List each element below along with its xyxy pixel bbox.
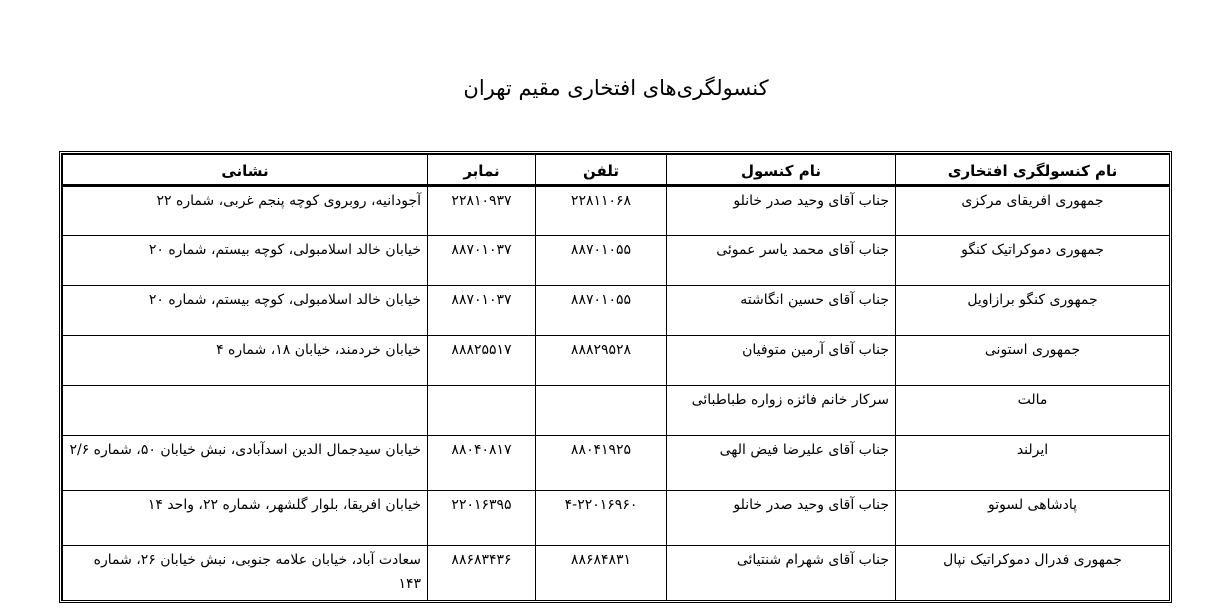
cell-consul: جناب آقای وحید صدر خانلو xyxy=(667,186,896,236)
cell-address: خیابان خالد اسلامبولی، کوچه بیستم، شماره ۲۰ xyxy=(63,236,428,286)
cell-consul: جناب آقای محمد یاسر عموئی xyxy=(667,236,896,286)
table-header-row xyxy=(63,155,1170,186)
consulates-table-frame xyxy=(59,151,1172,603)
cell-phone xyxy=(536,386,667,436)
cell-phone: ۸۸۷۰۱۰۵۵ xyxy=(536,236,667,286)
cell-consul: سرکار خانم فائزه زواره طباطبائی xyxy=(667,386,896,436)
cell-phone: ۸۸۸۲۹۵۲۸ xyxy=(536,336,667,386)
header-address: نشانی xyxy=(63,155,428,186)
cell-address: خیابان خالد اسلامبولی، کوچه بیستم، شماره ۲۰ xyxy=(63,286,428,336)
table-row xyxy=(63,186,1170,236)
cell-consul: جناب آقای علیرضا فیض الهی xyxy=(667,436,896,491)
cell-fax: ۲۲۸۱۰۹۳۷ xyxy=(428,186,536,236)
table-row xyxy=(63,436,1170,491)
cell-name: جمهوری افریقای مرکزی xyxy=(896,186,1170,236)
cell-name: جمهوری استونی xyxy=(896,336,1170,386)
cell-name: ایرلند xyxy=(896,436,1170,491)
cell-address xyxy=(63,386,428,436)
cell-fax: ۸۸۰۴۰۸۱۷ xyxy=(428,436,536,491)
page-title: کنسولگری‌های افتخاری مقیم تهران xyxy=(463,76,769,100)
cell-fax: ۸۸۸۲۵۵۱۷ xyxy=(428,336,536,386)
cell-name: جمهوری فدرال دموکراتیک نپال xyxy=(896,546,1170,601)
header-name: نام کنسولگری افتخاری xyxy=(896,155,1170,186)
cell-address: خیابان خردمند، خیابان ۱۸، شماره ۴ xyxy=(63,336,428,386)
header-consul: نام کنسول xyxy=(667,155,896,186)
cell-phone: ۲۲۸۱۱۰۶۸ xyxy=(536,186,667,236)
table-row xyxy=(63,336,1170,386)
table-row xyxy=(63,546,1170,601)
cell-fax: ۸۸۷۰۱۰۳۷ xyxy=(428,286,536,336)
cell-fax: ۸۸۷۰۱۰۳۷ xyxy=(428,236,536,286)
cell-name: پادشاهی لسوتو xyxy=(896,491,1170,546)
cell-address: سعادت آباد، خیابان علامه جنوبی، نبش خیابان ۲۶، شماره ۱۴۳ xyxy=(63,546,428,601)
cell-consul: جناب آقای آرمین متوفیان xyxy=(667,336,896,386)
table-row xyxy=(63,286,1170,336)
cell-address: خیابان سیدجمال الدین اسدآبادی، نبش خیابان ۵۰، شماره ۲/۶ xyxy=(63,436,428,491)
cell-consul: جناب آقای وحید صدر خانلو xyxy=(667,491,896,546)
cell-consul: جناب آقای حسین انگاشته xyxy=(667,286,896,336)
cell-fax: ۸۸۶۸۳۴۳۶ xyxy=(428,546,536,601)
table-row xyxy=(63,386,1170,436)
cell-name: مالت xyxy=(896,386,1170,436)
cell-phone: ۸۸۶۸۴۸۳۱ xyxy=(536,546,667,601)
table-row xyxy=(63,236,1170,286)
header-phone: تلفن xyxy=(536,155,667,186)
header-fax: نمابر xyxy=(428,155,536,186)
cell-phone: ۴-۲۲۰۱۶۹۶۰ xyxy=(536,491,667,546)
cell-phone: ۸۸۰۴۱۹۲۵ xyxy=(536,436,667,491)
cell-phone: ۸۸۷۰۱۰۵۵ xyxy=(536,286,667,336)
cell-fax xyxy=(428,386,536,436)
cell-consul: جناب آقای شهرام شنتیائی xyxy=(667,546,896,601)
cell-name: جمهوری دموکراتیک کنگو xyxy=(896,236,1170,286)
consulates-table xyxy=(62,154,1170,601)
cell-name: جمهوری کنگو برازاویل xyxy=(896,286,1170,336)
cell-address: خیابان افریقا، بلوار گلشهر، شماره ۲۲، واحد ۱۴ xyxy=(63,491,428,546)
cell-address: آجودانیه، روبروی کوچه پنجم غربی، شماره ۲۲ xyxy=(63,186,428,236)
table-row xyxy=(63,491,1170,546)
cell-fax: ۲۲۰۱۶۳۹۵ xyxy=(428,491,536,546)
